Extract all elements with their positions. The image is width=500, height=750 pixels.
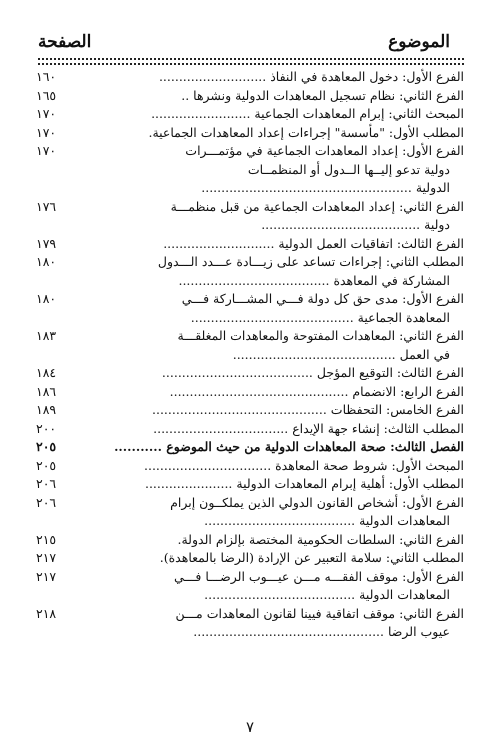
toc-entry-text: المطلب الأول: أهلية إبرام المعاهدات الدولية ...................... — [144, 476, 464, 491]
toc-entry — [36, 568, 464, 605]
toc-entry — [36, 549, 464, 568]
toc-entry-page: ١٦٥ — [36, 87, 57, 103]
toc-entry-text: المشاركة في المعاهدة ...................................... — [178, 272, 450, 288]
toc-entry — [36, 124, 464, 143]
toc-entry-text: المطلب الثاني: سلامة التعبير عن الإرادة (الرضا بالمعاهدة). — [159, 550, 464, 565]
toc-entry-text: المبحث الأول: شروط صحة المعاهدة ................................ — [144, 457, 464, 473]
toc-entry — [36, 438, 464, 457]
toc-entry-text: دولية ........................................ — [261, 217, 450, 232]
toc-entry-text: المعاهدة الجماعية ......................................... — [190, 309, 450, 325]
toc-entry — [36, 364, 464, 383]
toc-entry-text: الفرع الأول: موقف الفقـــه مـــن عيـــوب الرضـــا فـــي — [174, 568, 464, 584]
toc-entry — [36, 105, 464, 124]
toc-entry-page: ٢١٥ — [36, 531, 57, 547]
toc-entry — [36, 68, 464, 87]
toc-entry-text: المعاهدات الدولية ...................................... — [204, 513, 450, 528]
toc-entry-page: ٢٠٠ — [36, 420, 57, 436]
toc-entry-text: الفرع الأول: دخول المعاهدة في النفاذ ........................... — [158, 69, 464, 84]
table-of-contents — [36, 68, 464, 642]
toc-entry-page: ١٨٦ — [36, 383, 57, 399]
toc-entry-page: ٢١٧ — [36, 550, 57, 565]
toc-entry-page: ٢١٨ — [36, 605, 57, 621]
toc-entry-text: الفرع الثاني: السلطات الحكومية المختصة بإلزام الدولة. — [177, 531, 464, 547]
toc-header — [38, 32, 462, 54]
toc-entry-text: الفرع الثاني: إعداد المعاهدات الجماعية من قبل منظمـــة — [170, 198, 464, 214]
toc-entry — [36, 290, 464, 327]
toc-entry-page: ١٨٠ — [36, 291, 57, 306]
toc-entry-text: الفرع الثاني: المعاهدات المفتوحة والمعاهدات المغلقـــة — [177, 328, 464, 343]
header-separator — [38, 58, 464, 65]
toc-entry-text: الفصل الثالث: صحة المعاهدات الدولية من حيث الموضوع ........... — [114, 439, 464, 454]
toc-entry-page: ١٨٤ — [36, 365, 57, 380]
toc-entry — [36, 605, 464, 642]
toc-entry-page: ١٧٩ — [36, 235, 57, 251]
toc-entry-page: ١٧٠ — [36, 106, 57, 121]
toc-entry-text: الفرع الثالث: اتفاقيات العمل الدولية ............................ — [163, 235, 464, 251]
toc-entry-text: الفرع الثالث: التوقيع المؤجل ...................................... — [161, 365, 464, 380]
toc-entry-text: الدولية ..................................................... — [201, 180, 450, 195]
toc-entry — [36, 494, 464, 531]
toc-entry-text: المطلب الثالث: إنشاء جهة الإيداع .................................. — [153, 420, 464, 436]
toc-entry-text: الفرع الأول: إعداد المعاهدات الجماعية في مؤتمـــرات — [185, 143, 464, 158]
toc-entry — [36, 401, 464, 420]
toc-entry-text: المعاهدات الدولية ...................................... — [204, 587, 450, 602]
toc-entry-page: ٢٠٦ — [36, 476, 57, 491]
toc-entry-page: ١٨٠ — [36, 254, 57, 269]
page-number: ٧ — [245, 718, 255, 736]
toc-entry-text: دولية تدعو إليــها الــدول أو المنظمــات — [247, 161, 450, 177]
toc-entry-text: عيوب الرضا ................................................ — [193, 624, 450, 639]
subject-column-heading: الموضوع — [388, 32, 450, 52]
toc-entry-text: الفرع الثاني: نظام تسجيل المعاهدات الدولية ونشرها .. — [181, 87, 464, 103]
toc-entry — [36, 420, 464, 439]
toc-entry-page: ١٦٠ — [36, 69, 57, 84]
toc-entry-text: الفرع الرابع: الانضمام ............................................. — [169, 383, 464, 399]
toc-entry — [36, 531, 464, 550]
toc-entry — [36, 327, 464, 364]
toc-entry-text: المبحث الثاني: إبرام المعاهدات الجماعية ......................... — [151, 106, 464, 121]
toc-entry-page: ٢٠٥ — [36, 439, 57, 454]
toc-entry-page: ٢٠٥ — [36, 457, 57, 473]
toc-entry-page: ٢٠٦ — [36, 494, 57, 510]
page-column-heading: الصفحة — [38, 32, 92, 52]
toc-entry-page: ١٨٩ — [36, 402, 57, 417]
toc-entry — [36, 198, 464, 235]
toc-entry-page: ٢١٧ — [36, 568, 57, 584]
toc-entry-page: ١٧٦ — [36, 198, 57, 214]
toc-entry-text: المطلب الأول: "مأسسة" إجراءات إعداد المعاهدات الجماعية. — [148, 124, 464, 140]
toc-entry-text: الفرع الأول: أشخاص القانون الدولي الذين يملكــون إبرام — [170, 494, 464, 510]
toc-entry — [36, 253, 464, 290]
toc-entry-text: المطلب الثاني: إجراءات تساعد على زيـــادة عـــدد الـــدول — [157, 254, 464, 269]
toc-entry — [36, 235, 464, 254]
toc-entry — [36, 87, 464, 106]
toc-entry — [36, 457, 464, 476]
toc-entry-text: الفرع الخامس: التحفظات ............................................ — [152, 402, 464, 417]
toc-entry-page: ١٨٣ — [36, 328, 57, 343]
toc-entry-page: ١٧٠ — [36, 124, 57, 140]
toc-entry — [36, 475, 464, 494]
toc-entry-text: الفرع الأول: مدى حق كل دولة فـــي المشـــاركة فـــي — [181, 291, 464, 306]
toc-entry-page: ١٧٠ — [36, 143, 57, 158]
toc-entry — [36, 142, 464, 198]
toc-entry-text: في العمل ......................................... — [232, 346, 450, 362]
toc-entry-text: الفرع الثاني: موقف اتفاقية فيينا لقانون المعاهدات مـــن — [175, 605, 464, 621]
toc-entry — [36, 383, 464, 402]
